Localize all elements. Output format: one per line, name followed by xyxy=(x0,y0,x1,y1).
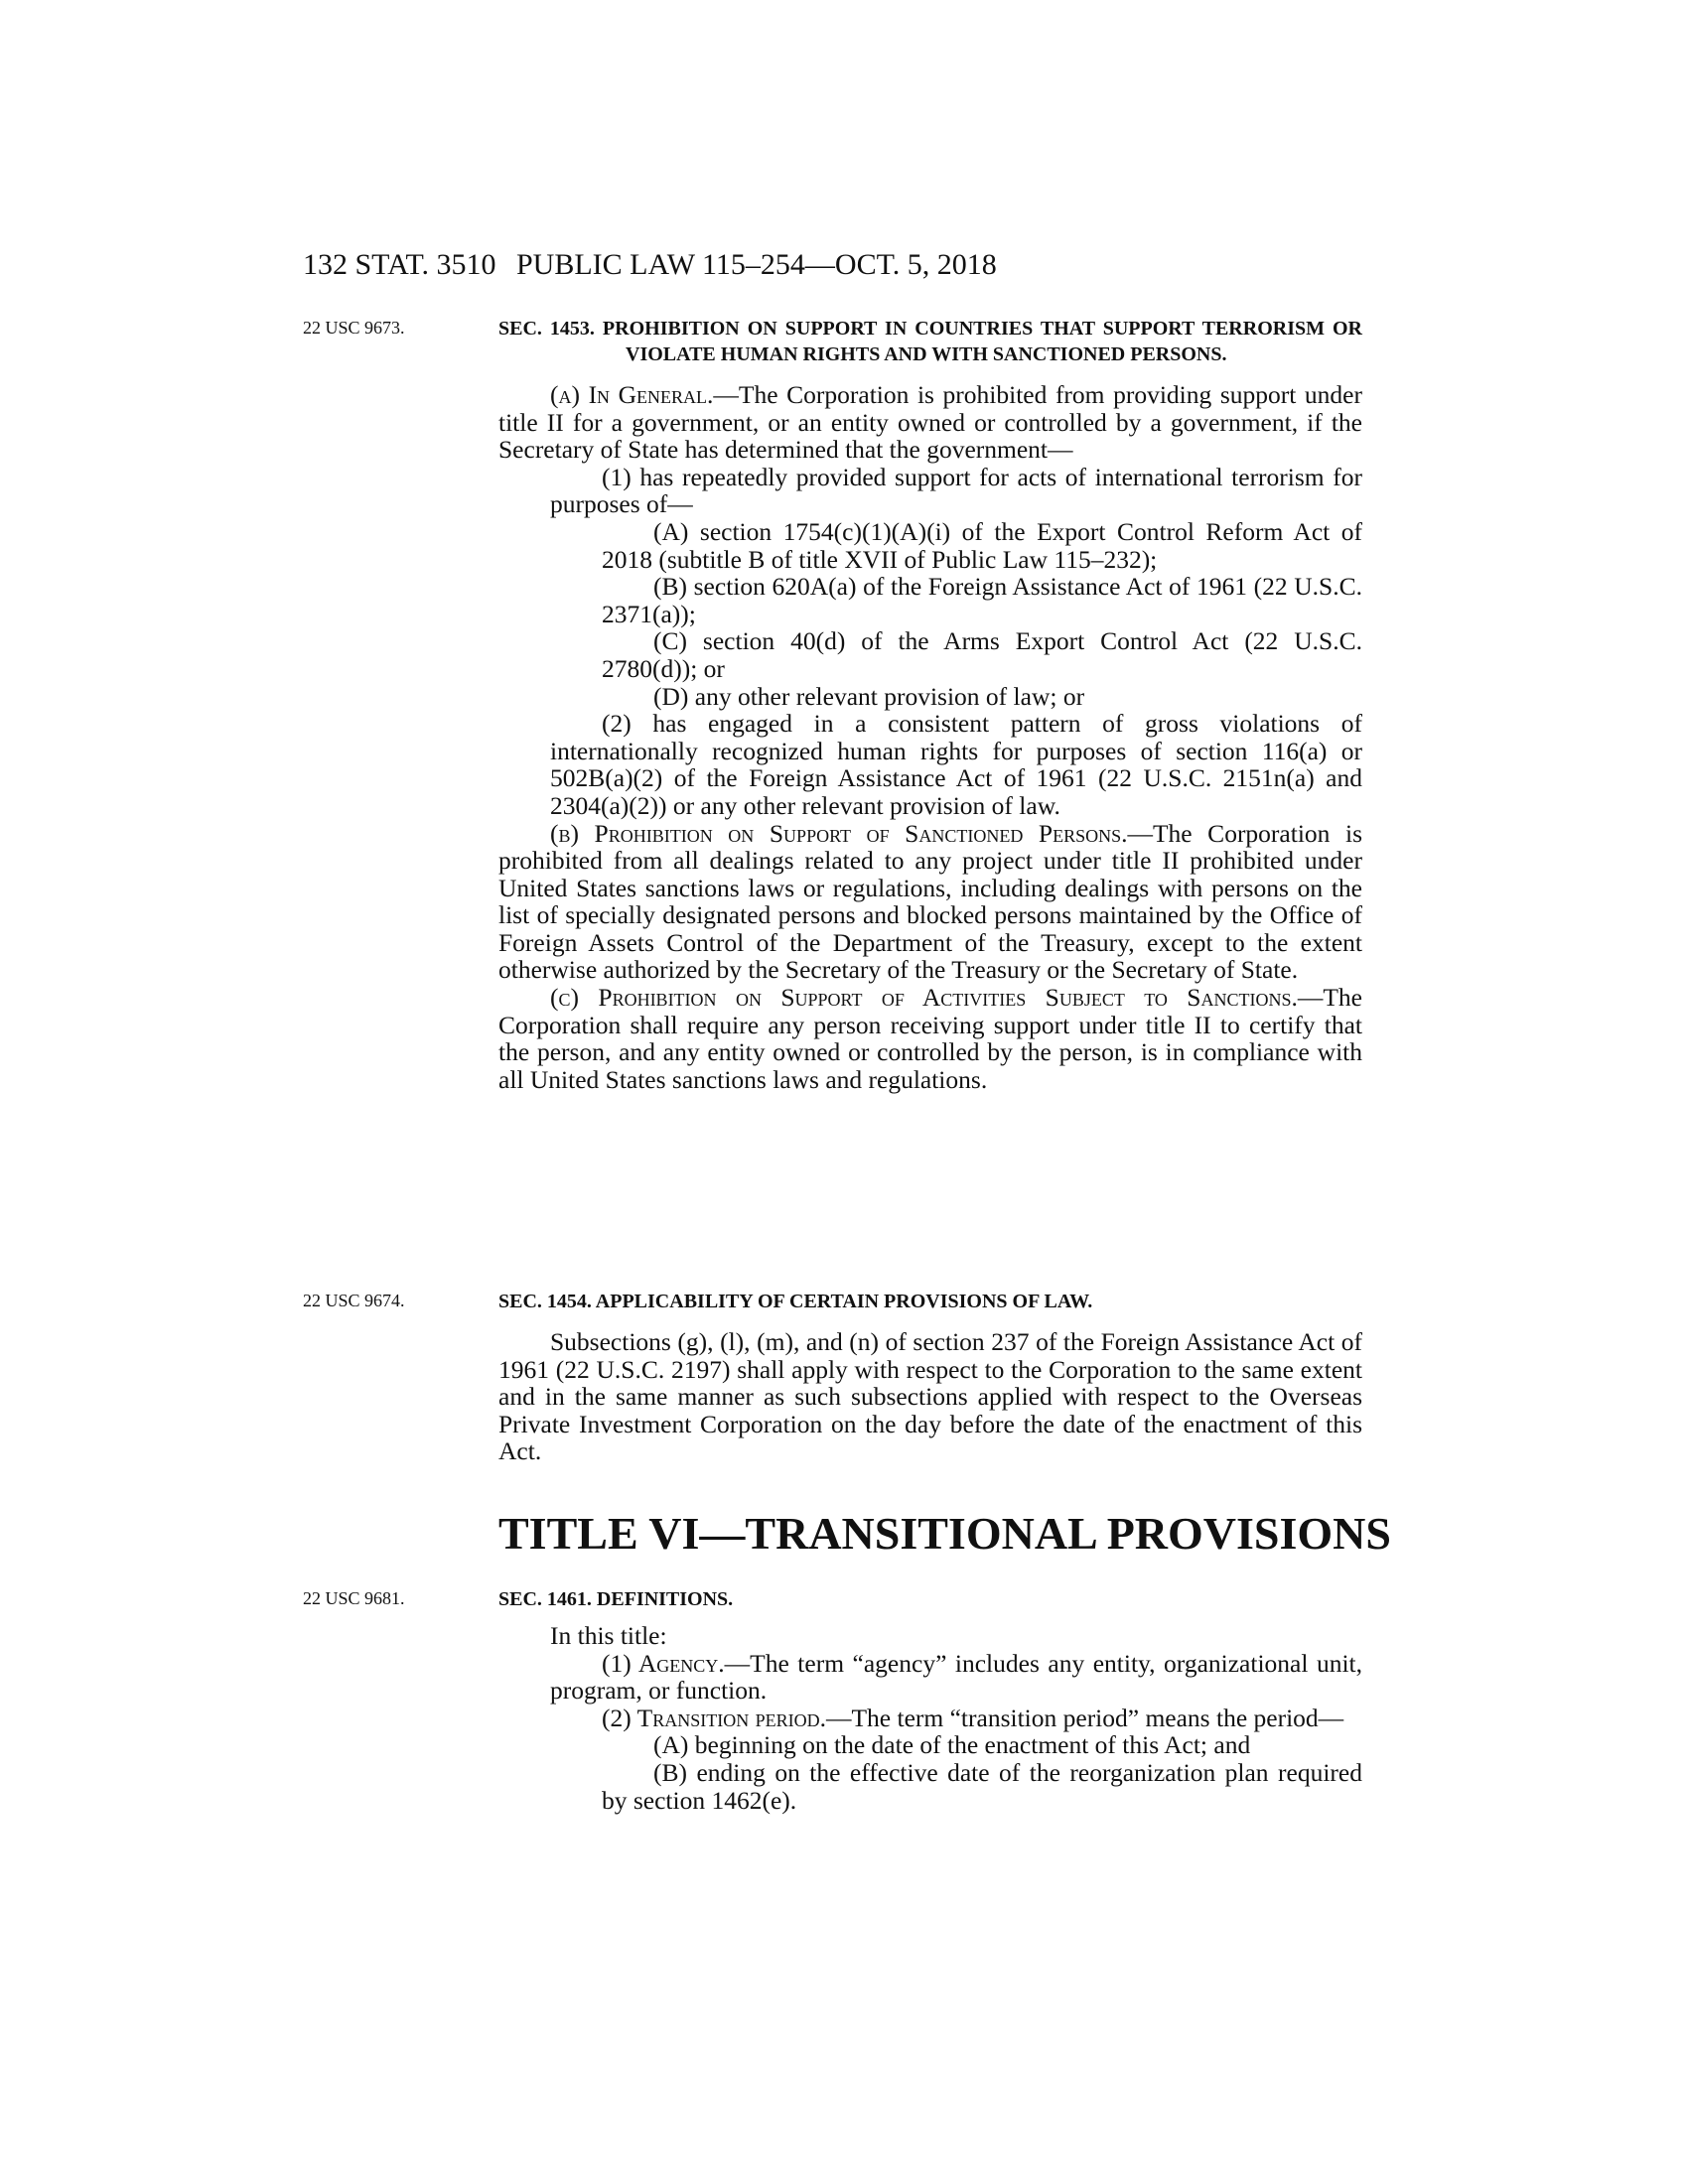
subsection-b xyxy=(498,820,1362,985)
subsection-c-label: (c) Prohibition on Support of Activities Subject to Sanctions. xyxy=(550,983,1298,1013)
section-1461 xyxy=(498,1586,1362,1814)
definition-transition-text: —The term “transition period” means the period— xyxy=(825,1703,1344,1732)
subsection-a xyxy=(498,381,1362,464)
section-1453-heading: SEC. 1453. PROHIBITION ON SUPPORT IN COUNTRIES THAT SUPPORT TERRORISM OR VIOLATE HUMAN RIGHTS AND WITH SANCTIONED PERSONS. xyxy=(498,318,1362,365)
section-1454 xyxy=(498,1289,1362,1465)
margin-note-9673: 22 USC 9673. xyxy=(303,318,405,338)
paragraph-2: (2) has engaged in a consistent pattern of gross violations of internationally recognized human rights for purposes of section 116(a) or 502B(a)(2) of the Foreign Assistance Act of 1961 (22 U.S.C. 2151n(a) and 2304(a)(2)) or any other relevant provision of law. xyxy=(550,709,1362,820)
definition-agency-text: —The term “agency” includes any entity, organizational unit, program, or function. xyxy=(550,1648,1362,1706)
definition-subparagraph-A: (A) beginning on the date of the enactment of this Act; and xyxy=(653,1730,1251,1760)
subsection-b-text: —The Corporation is prohibited from all dealings related to any project under title II prohibited under United States sanctions laws or regulations, including dealings with persons on the list of specially designated persons and blocked persons maintained by the Office of Foreign Assets Control of the Department of the Treasury, except to the extent otherwise authorized by the Secretary of the Treasury or the Secretary of State. xyxy=(498,818,1362,985)
subsection-b-label: (b) Prohibition on Support of Sanctioned Persons. xyxy=(550,818,1128,848)
subsection-a-text: —The Corporation is prohibited from providing support under title II for a government, or an entity owned or controlled by a government, if the Secretary of State has determined that the government— xyxy=(498,380,1362,465)
definition-transition-period xyxy=(498,1705,1362,1732)
section-1461-intro: In this title: xyxy=(550,1621,667,1650)
definition-agency xyxy=(498,1650,1362,1705)
public-law-citation: PUBLIC LAW 115–254—OCT. 5, 2018 xyxy=(516,248,997,281)
subparagraph-A: (A) section 1754(c)(1)(A)(i) of the Export Control Reform Act of 2018 (subtitle B of title XVII of Public Law 115–232); xyxy=(602,516,1362,574)
title-vi-heading: TITLE VI—TRANSITIONAL PROVISIONS xyxy=(498,1508,1391,1559)
definition-agency-label: (1) Agency. xyxy=(602,1648,725,1678)
subsection-c-text: —The Corporation shall require any person receiving support under title II to certify that the person, and any entity owned or controlled by the person, is in compliance with all United States sanctions laws and regulations. xyxy=(498,983,1362,1094)
margin-note-9674: 22 USC 9674. xyxy=(303,1291,405,1310)
section-1461-heading: SEC. 1461. DEFINITIONS. xyxy=(498,1588,734,1610)
section-1454-text: Subsections (g), (l), (m), and (n) of section 237 of the Foreign Assistance Act of 1961 (22 U.S.C. 2197) shall apply with respect to the Corporation to the same extent and in the same manner as such subsections applied with respect to the Overseas Private Investment Corporation on the day before the date of the enactment of this Act. xyxy=(498,1327,1362,1466)
subparagraph-B: (B) section 620A(a) of the Foreign Assistance Act of 1961 (22 U.S.C. 2371(a)); xyxy=(602,572,1362,628)
margin-note-9681: 22 USC 9681. xyxy=(303,1588,405,1608)
running-header xyxy=(303,248,1365,288)
paragraph-1: (1) has repeatedly provided support for acts of international terrorism for purposes of— xyxy=(550,462,1362,519)
subsection-a-label: (a) In General. xyxy=(550,380,714,409)
section-1453 xyxy=(498,316,1362,1093)
stat-page-number: 132 STAT. 3510 xyxy=(303,248,496,281)
subsection-c xyxy=(498,984,1362,1093)
section-1454-heading: SEC. 1454. APPLICABILITY OF CERTAIN PROVISIONS OF LAW. xyxy=(498,1291,1093,1312)
subparagraph-C: (C) section 40(d) of the Arms Export Control Act (22 U.S.C. 2780(d)); or xyxy=(602,626,1362,683)
subparagraph-D: (D) any other relevant provision of law; or xyxy=(653,681,1085,711)
definition-subparagraph-B: (B) ending on the effective date of the reorganization plan required by section 1462(e). xyxy=(602,1757,1362,1815)
definition-transition-label: (2) Transition period. xyxy=(602,1703,826,1732)
